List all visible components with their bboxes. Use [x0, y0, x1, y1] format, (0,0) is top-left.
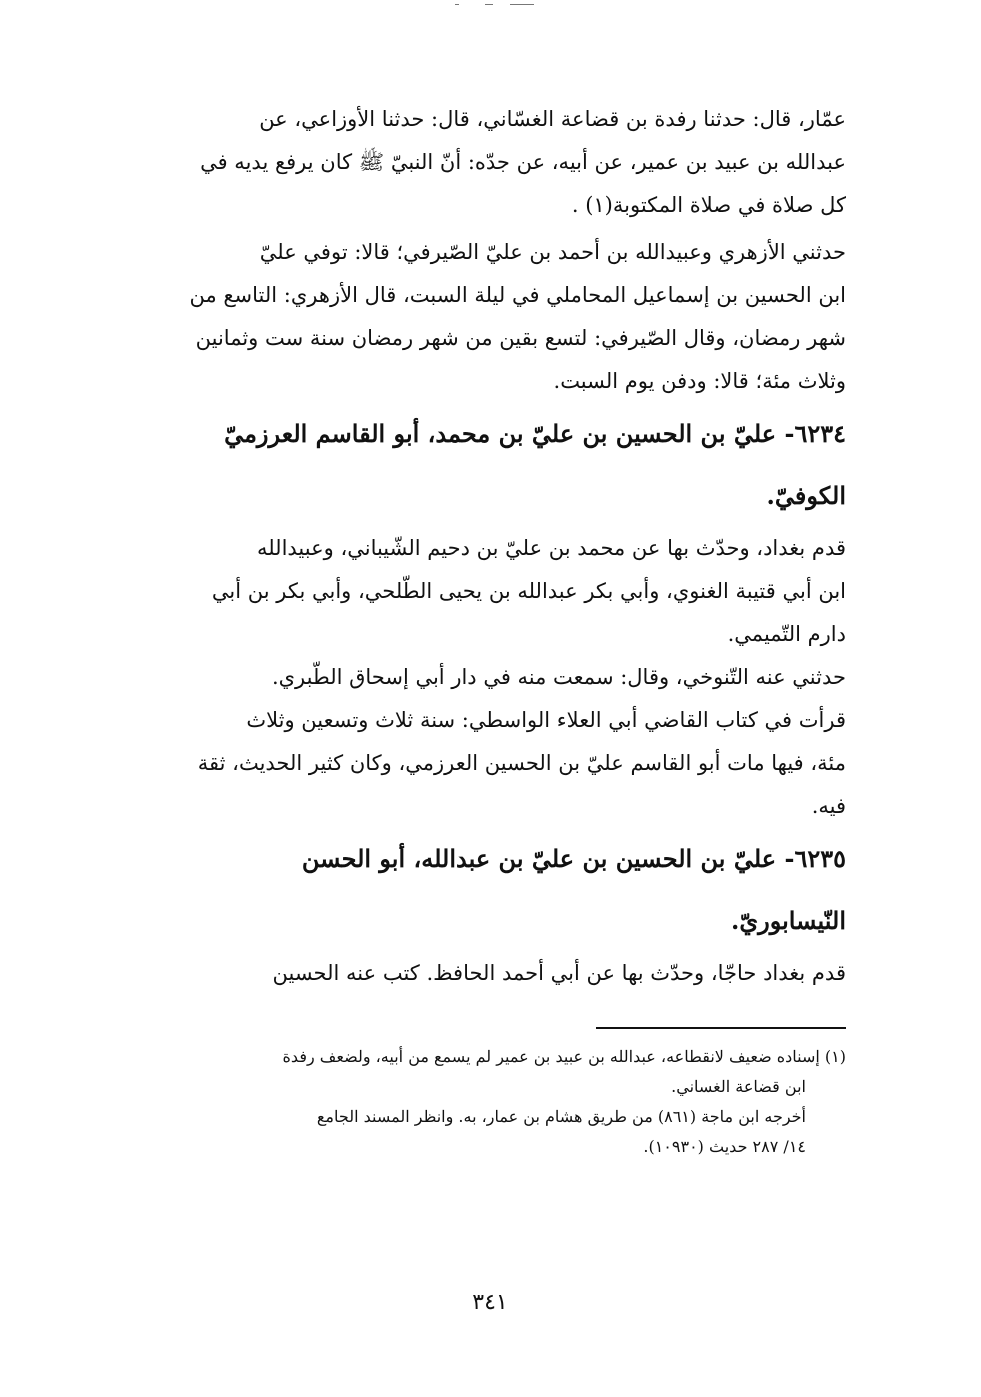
- footnotes: [134, 1042, 846, 1162]
- text-line: ابن أبي قتيبة الغنوي، وأبي بكر عبدالله بن يحيى الطّلحي، وأبي بكر بن أبي: [211, 579, 846, 603]
- text-line: فيه.: [811, 794, 846, 818]
- text-line: مئة، فيها مات أبو القاسم عليّ بن الحسين العرزمي، وكان كثير الحديث، ثقة: [197, 751, 846, 775]
- entry-heading: ٦٢٣٥- عليّ بن الحسين بن عليّ بن عبدالله، أبو الحسن: [301, 844, 846, 873]
- text-line: عمّار، قال: حدثنا رفدة بن قضاعة الغسّاني، قال: حدثنا الأوزاعي، عن: [259, 107, 846, 131]
- entry-heading: الكوفيّ.: [766, 481, 846, 510]
- footnote-divider: [596, 1027, 846, 1029]
- text-line: ابن الحسين بن إسماعيل المحاملي في ليلة السبت، قال الأزهري: التاسع من: [189, 283, 846, 307]
- text-line: كل صلاة في صلاة المكتوبة(١) .: [571, 193, 846, 217]
- text-line: شهر رمضان، وقال الصّيرفي: لتسع بقين من شهر رمضان سنة ست وثمانين: [195, 326, 846, 350]
- entry-heading: ٦٢٣٤- عليّ بن الحسين بن عليّ بن محمد، أبو القاسم العرزميّ: [224, 419, 846, 448]
- text-line: دارم التّميمي.: [727, 622, 846, 646]
- footnote-line: ابن قضاعة الغساني.: [671, 1077, 806, 1096]
- text-line: حدثني عنه التّنوخي، وقال: سمعت منه في دار أبي إسحاق الطّبري.: [271, 665, 846, 689]
- text-line: قدم بغداد حاجّا، وحدّث بها عن أبي أحمد الحافظ. كتب عنه الحسين: [272, 961, 846, 985]
- footnote-line: ١٤/ ٢٨٧ حديث (١٠٩٣٠).: [643, 1137, 806, 1156]
- text-line: وثلاث مئة؛ قالا: ودفن يوم السبت.: [553, 369, 846, 393]
- entry-heading: النّيسابوريّ.: [731, 906, 846, 935]
- page-number: ٣٤١: [472, 1290, 508, 1315]
- text-line: عبدالله بن عبيد بن عمير، عن أبيه، عن جدّه: أنّ النبيّ ﷺ كان يرفع يديه في: [200, 150, 846, 174]
- text-line: قدم بغداد، وحدّث بها عن محمد بن عليّ بن دحيم الشّيباني، وعبيدالله: [256, 536, 846, 560]
- footnote-line: (١) إسناده ضعيف لانقطاعه، عبدالله بن عبيد بن عمير لم يسمع من أبيه، ولضعف رفدة: [282, 1047, 846, 1066]
- text-line: قرأت في كتاب القاضي أبي العلاء الواسطي: سنة ثلاث وتسعين وثلاث: [246, 708, 846, 732]
- main-text: [134, 98, 846, 995]
- text-line: حدثني الأزهري وعبيدالله بن أحمد بن عليّ الصّيرفي؛ قالا: توفي عليّ: [259, 240, 846, 264]
- top-scan-marks: [455, 0, 585, 10]
- footnote-line: أخرجه ابن ماجة (٨٦١) من طريق هشام بن عمار، به. وانظر المسند الجامع: [316, 1107, 806, 1126]
